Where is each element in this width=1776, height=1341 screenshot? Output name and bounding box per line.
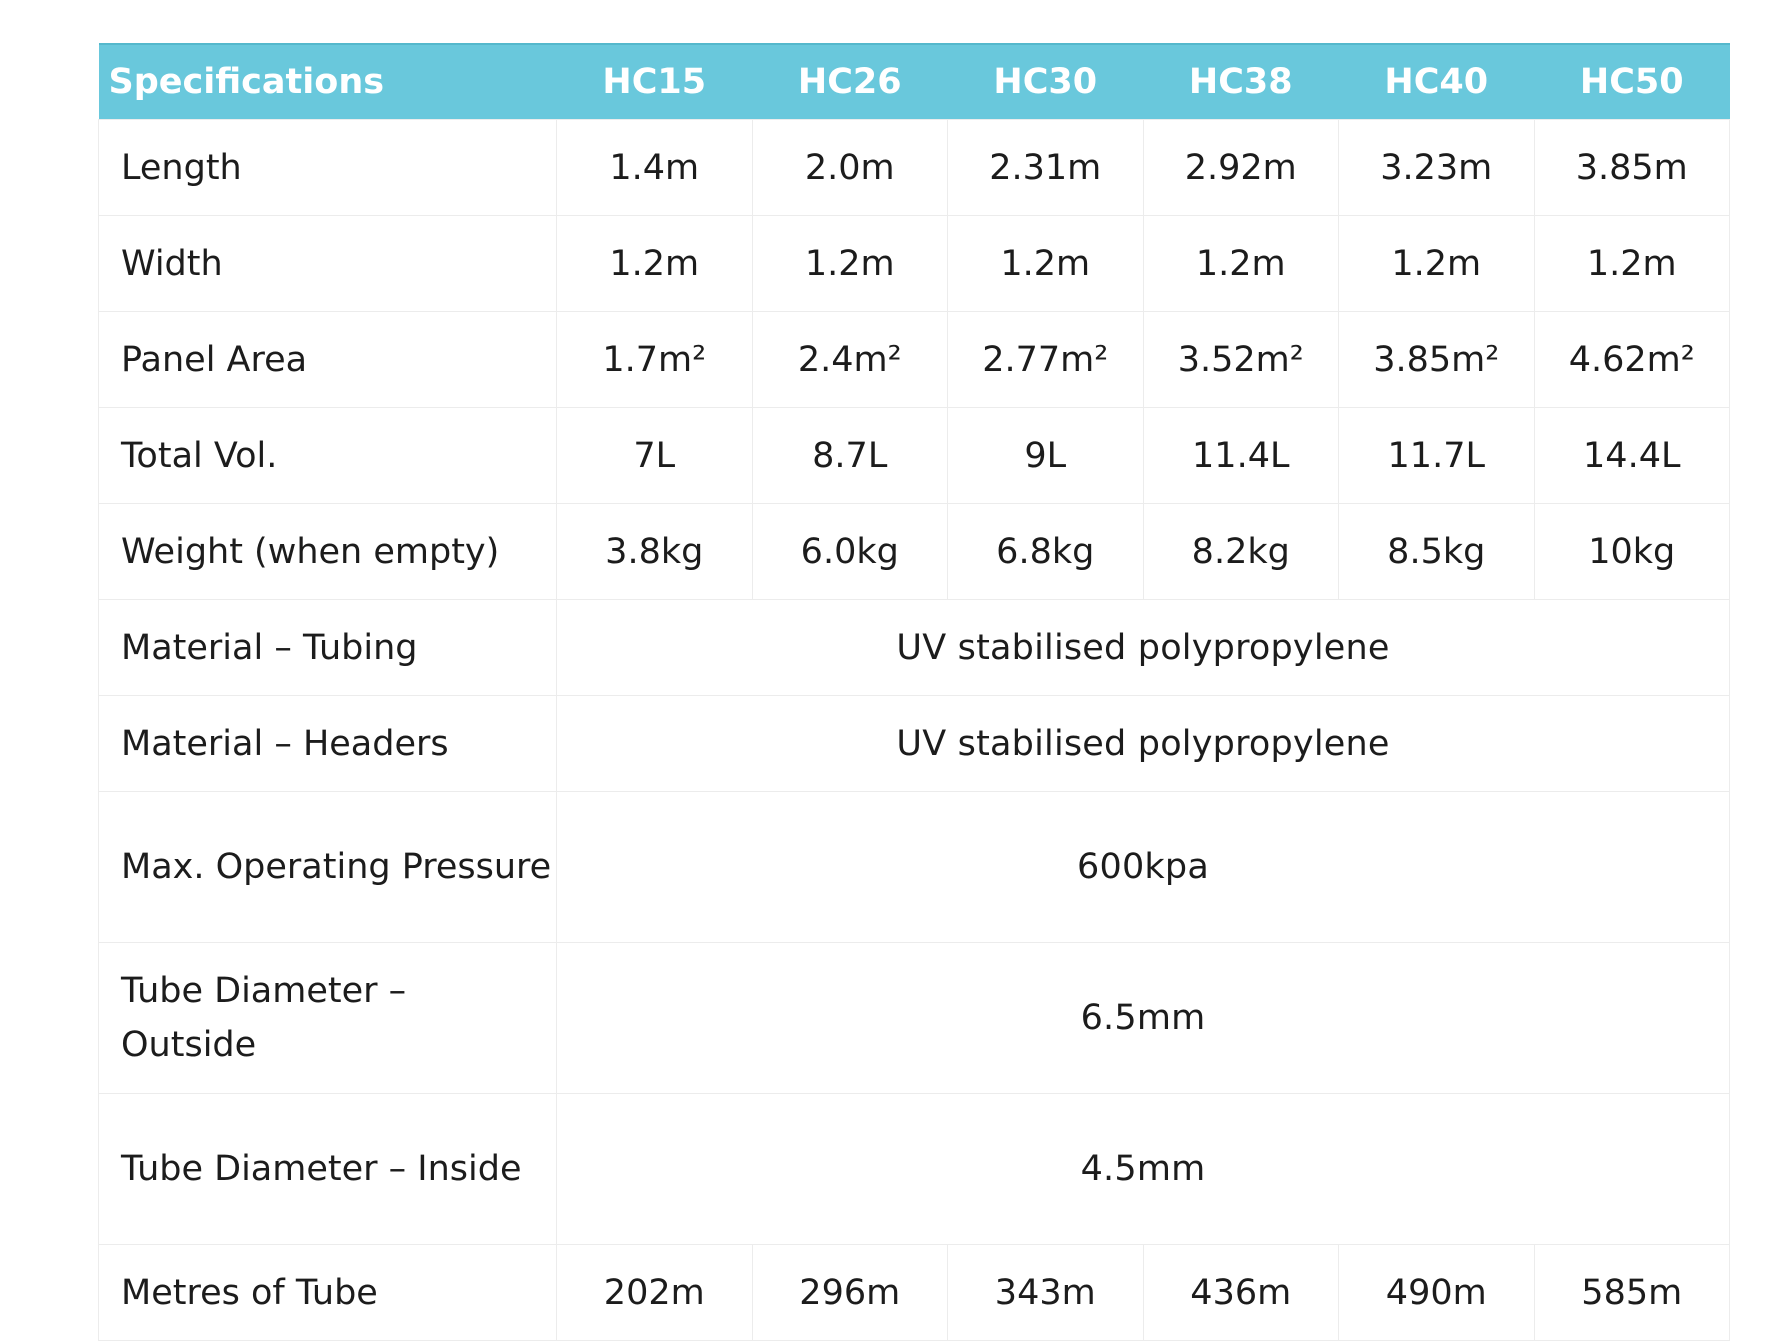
cell-value: 3.8kg [557,504,753,600]
row-tube-diameter-outside [99,943,1730,1094]
cell-value: 2.0m [752,120,948,216]
header-model-hc15: HC15 [602,62,707,102]
row-label: Length [99,120,557,216]
row-material-headers [99,696,1730,792]
header-model-hc30: HC30 [993,62,1098,102]
cell-value: 343m [948,1245,1144,1341]
cell-value: 3.23m [1339,120,1535,216]
merged-cell-value: 4.5mm [557,1094,1730,1245]
table-header [99,44,1730,120]
row-label: Weight (when empty) [99,504,557,600]
cell-value: 3.85m [1534,120,1730,216]
row-weight [99,504,1730,600]
merged-cell-value: UV stabilised polypropylene [557,696,1730,792]
cell-value: 7L [557,408,753,504]
cell-value: 4.62m² [1534,312,1730,408]
header-row [99,44,1730,120]
cell-value: 11.4L [1143,408,1339,504]
row-tube-diameter-inside [99,1094,1730,1245]
cell-value: 1.2m [948,216,1144,312]
row-label: Width [99,216,557,312]
row-total-volume [99,408,1730,504]
cell-value: 436m [1143,1245,1339,1341]
row-label: Max. Operating Pressure [99,792,557,943]
cell-value: 6.8kg [948,504,1144,600]
merged-cell-value: UV stabilised polypropylene [557,600,1730,696]
specifications-table [98,43,1730,1341]
row-label: Material – Headers [99,696,557,792]
cell-value: 585m [1534,1245,1730,1341]
cell-value: 1.2m [752,216,948,312]
row-max-operating-pressure [99,792,1730,943]
cell-value: 9L [948,408,1144,504]
cell-value: 2.31m [948,120,1144,216]
cell-value: 2.92m [1143,120,1339,216]
cell-value: 1.2m [1143,216,1339,312]
cell-value: 10kg [1534,504,1730,600]
row-label: Panel Area [99,312,557,408]
row-panel-area [99,312,1730,408]
row-label: Tube Diameter – Outside [99,943,557,1094]
row-label: Total Vol. [99,408,557,504]
cell-value: 2.4m² [752,312,948,408]
cell-value: 1.2m [1339,216,1535,312]
header-specifications: Specifications [108,62,385,102]
cell-value: 296m [752,1245,948,1341]
header-model-hc38: HC38 [1188,62,1293,102]
table-body [99,120,1730,1341]
header-model-hc40: HC40 [1384,62,1489,102]
cell-value: 2.77m² [948,312,1144,408]
cell-value: 3.52m² [1143,312,1339,408]
cell-value: 3.85m² [1339,312,1535,408]
row-length [99,120,1730,216]
row-label: Material – Tubing [99,600,557,696]
header-model-hc50: HC50 [1579,62,1684,102]
cell-value: 1.2m [557,216,753,312]
cell-value: 1.2m [1534,216,1730,312]
cell-value: 8.5kg [1339,504,1535,600]
cell-value: 1.4m [557,120,753,216]
merged-cell-value: 6.5mm [557,943,1730,1094]
row-material-tubing [99,600,1730,696]
cell-value: 11.7L [1339,408,1535,504]
cell-value: 6.0kg [752,504,948,600]
row-width [99,216,1730,312]
cell-value: 490m [1339,1245,1535,1341]
cell-value: 8.7L [752,408,948,504]
cell-value: 1.7m² [557,312,753,408]
cell-value: 14.4L [1534,408,1730,504]
cell-value: 202m [557,1245,753,1341]
row-label: Metres of Tube [99,1245,557,1341]
merged-cell-value: 600kpa [557,792,1730,943]
cell-value: 8.2kg [1143,504,1339,600]
row-metres-of-tube [99,1245,1730,1341]
row-label: Tube Diameter – Inside [99,1094,557,1245]
header-model-hc26: HC26 [797,62,902,102]
